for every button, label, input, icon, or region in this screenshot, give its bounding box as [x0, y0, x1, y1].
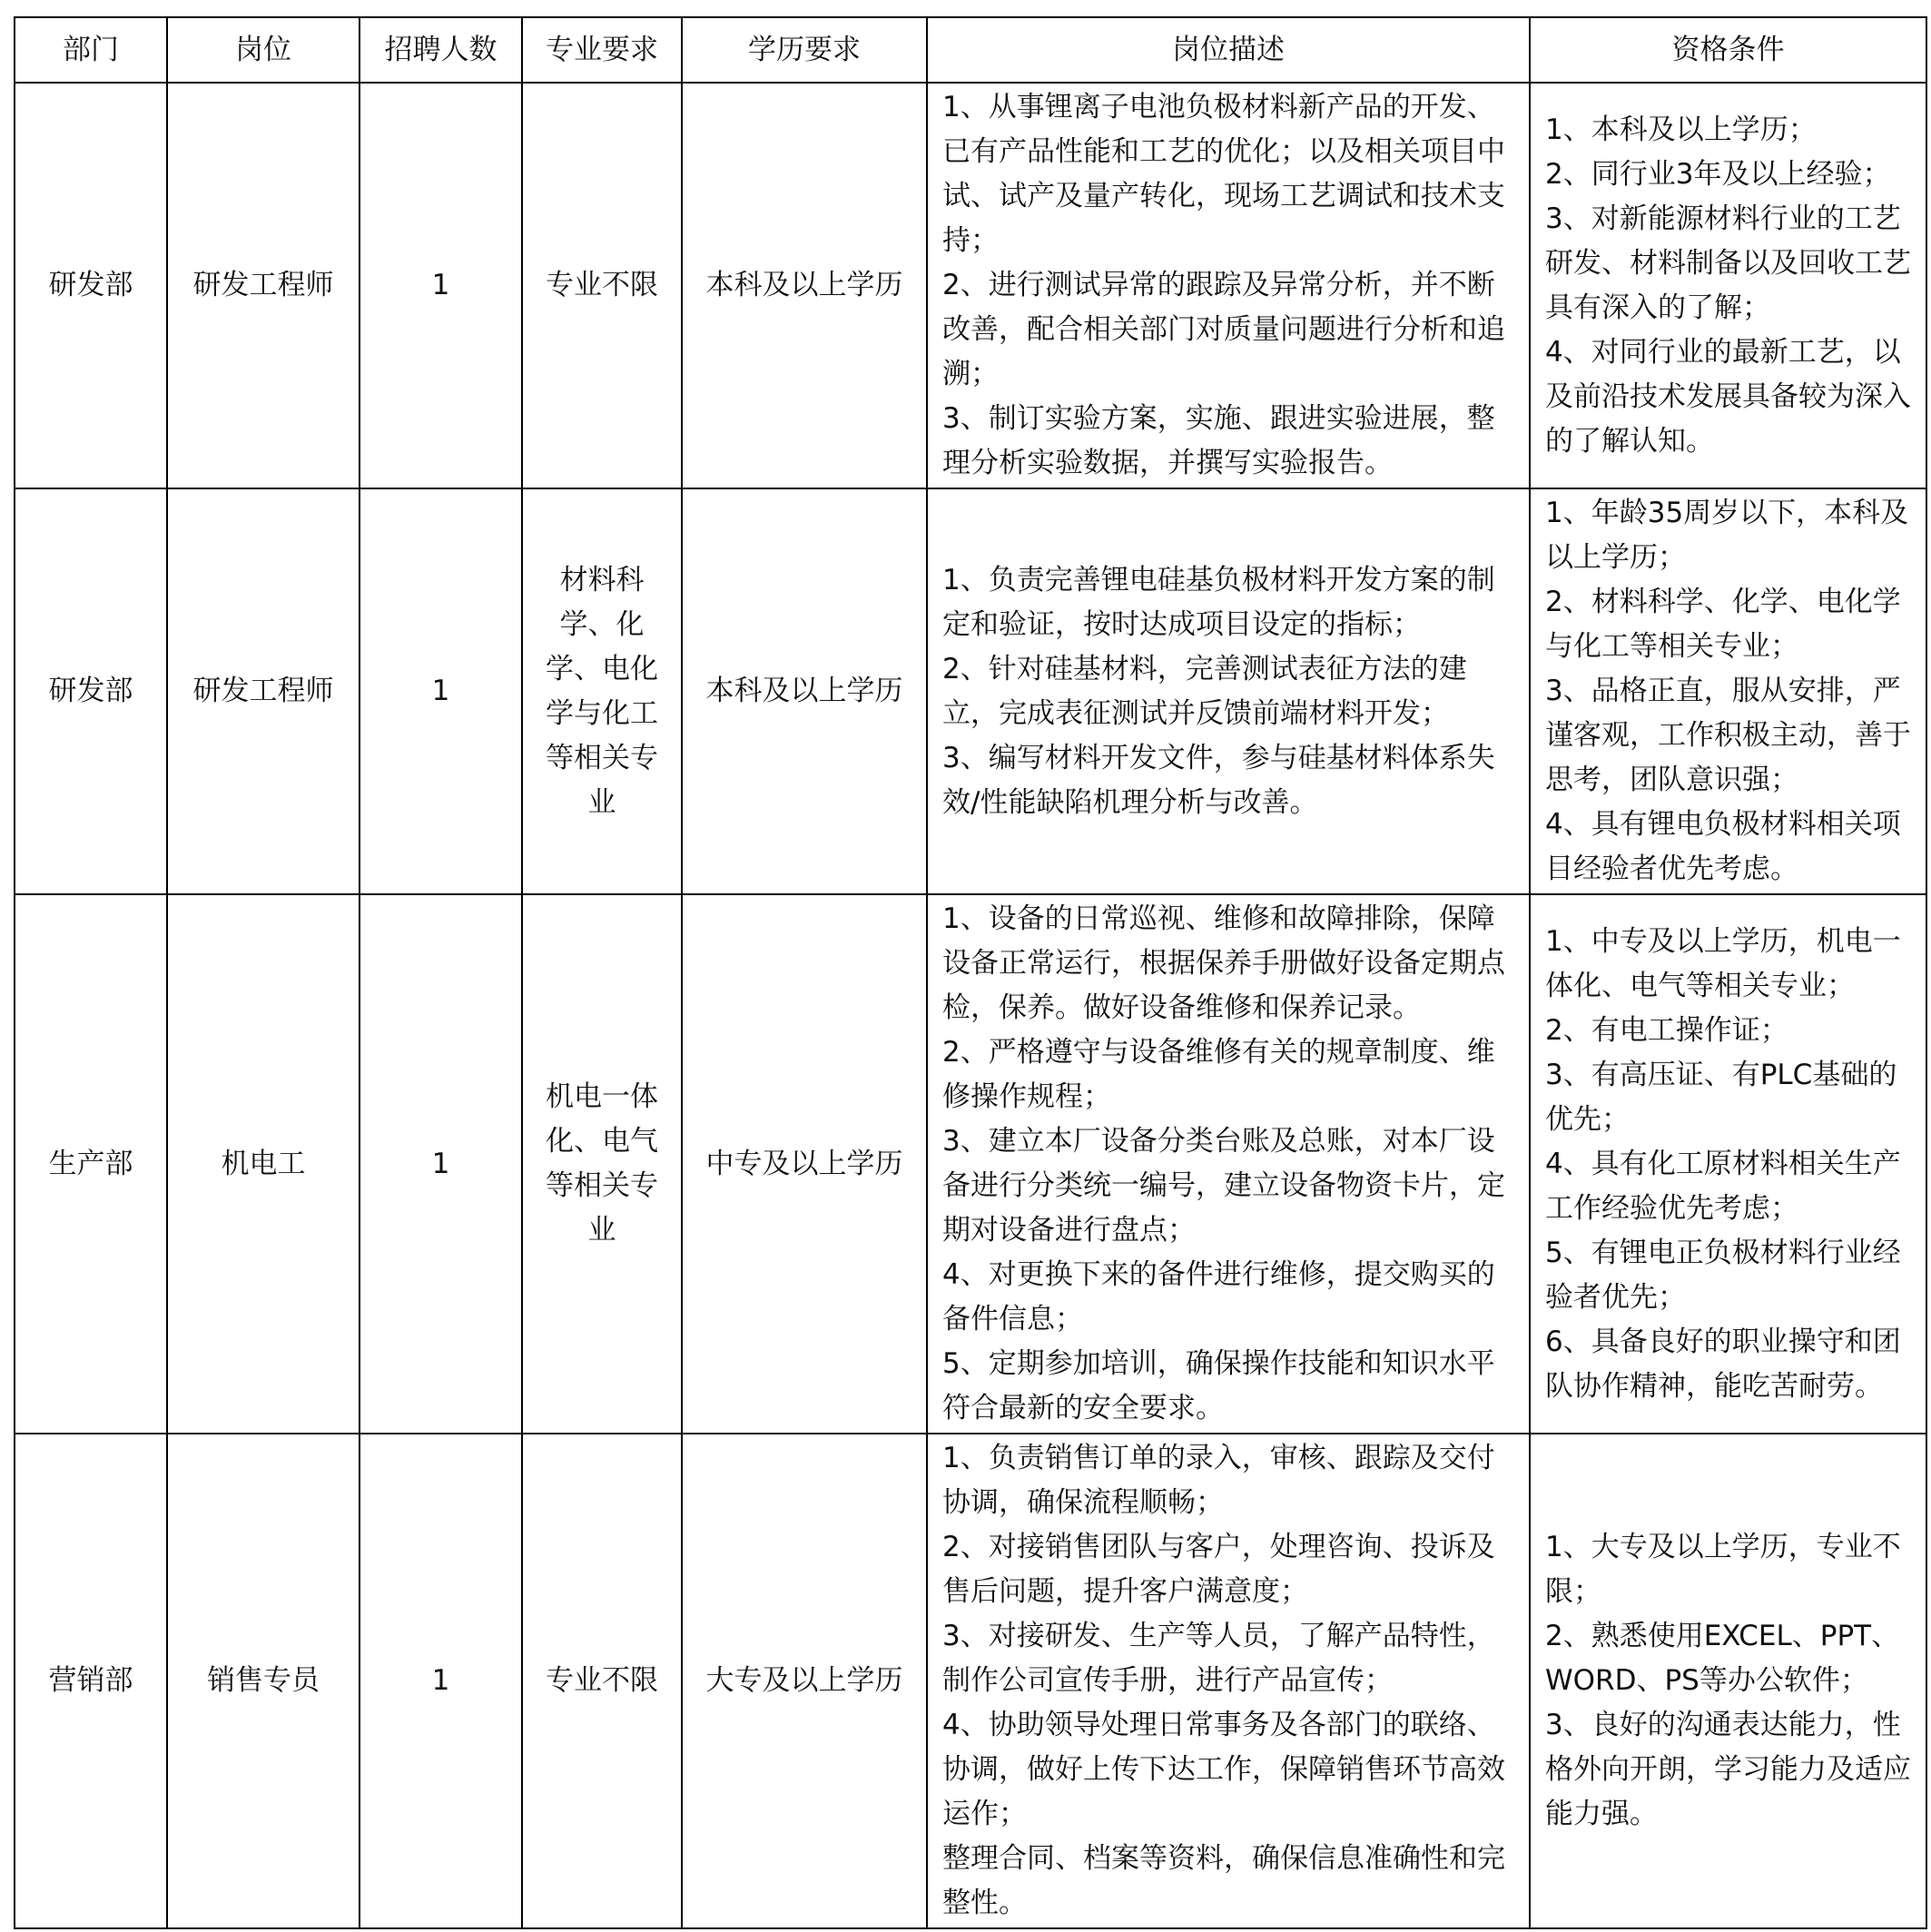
qualification-line: 3、有高压证、有PLC基础的优先； [1545, 1058, 1897, 1136]
major-text: 材料科学、化学、电化学与化工等相关专业 [546, 563, 658, 819]
description-cell [927, 488, 1530, 894]
description-line: 整理合同、档案等资料，确保信息准确性和完整性。 [942, 1842, 1505, 1919]
education-cell [682, 488, 927, 894]
description-line: 3、制订实验方案，实施、跟进实验进展，整理分析实验数据，并撰写实验报告。 [942, 402, 1495, 479]
qualifications-list [1531, 106, 1926, 466]
major-cell [522, 83, 682, 488]
qualification-line: 3、品格正直，服从安排，严谨客观，工作积极主动，善于思考，团队意识强； [1545, 675, 1911, 796]
qualification-line: 2、熟悉使用EXCEL、PPT、WORD、PS等办公软件； [1545, 1620, 1900, 1697]
description-line: 2、对接销售团队与客户，处理咨询、投诉及售后问题，提升客户满意度； [942, 1531, 1495, 1608]
headcount-text: 1 [431, 675, 450, 707]
major-cell [522, 488, 682, 894]
qualification-line: 4、具有化工原材料相关生产工作经验优先考虑； [1545, 1147, 1901, 1225]
position-cell [167, 488, 360, 894]
major-cell [522, 894, 682, 1434]
header-qualifications: 资格条件 [1530, 17, 1926, 83]
table-row [15, 83, 1926, 488]
education-text: 本科及以上学历 [705, 269, 903, 301]
description-line: 4、对更换下来的备件进行维修，提交购买的备件信息； [942, 1258, 1495, 1336]
department-text: 营销部 [48, 1664, 133, 1697]
description-line: 1、从事锂离子电池负极材料新产品的开发、已有产品性能和工艺的优化；以及相关项目中试、试产及量产转化，现场工艺调试和技术支持； [942, 91, 1505, 257]
description-list [928, 557, 1529, 827]
education-cell [682, 1434, 927, 1928]
description-line: 5、定期参加培训，确保操作技能和知识水平符合最新的安全要求。 [942, 1347, 1495, 1424]
headcount-cell [360, 894, 522, 1434]
department-cell [15, 488, 167, 894]
recruitment-table [14, 16, 1927, 1929]
position-cell [167, 894, 360, 1434]
qualification-line: 2、材料科学、化学、电化学与化工等相关专业； [1545, 586, 1901, 663]
headcount-text: 1 [431, 1664, 450, 1697]
description-line: 2、针对硅基材料，完善测试表征方法的建立，完成表征测试并反馈前端材料开发； [942, 652, 1467, 730]
position-text: 研发工程师 [192, 675, 334, 707]
qualification-line: 6、具备良好的职业操守和团队协作精神，能吃苦耐劳。 [1545, 1325, 1901, 1403]
education-cell [682, 83, 927, 488]
department-text: 研发部 [48, 675, 133, 707]
department-cell [15, 894, 167, 1434]
headcount-cell [360, 83, 522, 488]
description-line: 3、编写材料开发文件，参与硅基材料体系失效/性能缺陷机理分析与改善。 [942, 741, 1495, 819]
description-line: 1、设备的日常巡视、维修和故障排除，保障设备正常运行，根据保养手册做好设备定期点检，保养。做好设备维修和保养记录。 [942, 902, 1505, 1024]
qualification-line: 3、对新能源材料行业的工艺研发、材料制备以及回收工艺具有深入的了解； [1545, 202, 1911, 324]
headcount-text: 1 [431, 1147, 450, 1180]
table-row [15, 894, 1926, 1434]
education-text: 大专及以上学历 [705, 1664, 903, 1697]
department-cell [15, 1434, 167, 1928]
qualifications-cell [1530, 894, 1926, 1434]
education-text: 中专及以上学历 [705, 1147, 903, 1180]
table-row [15, 488, 1926, 894]
department-text: 生产部 [48, 1147, 133, 1180]
headcount-text: 1 [431, 269, 450, 301]
department-cell [15, 83, 167, 488]
qualification-line: 1、中专及以上学历，机电一体化、电气等相关专业； [1545, 924, 1901, 1002]
description-list [928, 84, 1529, 488]
qualification-line: 2、有电工操作证； [1545, 1013, 1788, 1047]
major-text: 机电一体化、电气等相关专业 [546, 1080, 658, 1247]
description-line: 3、建立本厂设备分类台账及总账，对本厂设备进行分类统一编号，建立设备物资卡片，定期对设备进行盘点； [942, 1125, 1505, 1247]
header-department: 部门 [15, 17, 167, 83]
department-text: 研发部 [48, 269, 133, 301]
description-cell [927, 83, 1530, 488]
table-row [15, 1434, 1926, 1928]
header-education: 学历要求 [682, 17, 927, 83]
header-description: 岗位描述 [927, 17, 1530, 83]
header-position: 岗位 [167, 17, 360, 83]
description-line: 1、负责销售订单的录入，审核、跟踪及交付协调，确保流程顺畅； [942, 1442, 1495, 1519]
education-text: 本科及以上学历 [705, 675, 903, 707]
position-cell [167, 1434, 360, 1928]
description-line: 1、负责完善锂电硅基负极材料开发方案的制定和验证，按时达成项目设定的指标； [942, 563, 1495, 641]
description-line: 4、协助领导处理日常事务及各部门的联络、协调，做好上传下达工作，保障销售环节高效运作； [942, 1709, 1505, 1830]
qualifications-cell [1530, 83, 1926, 488]
description-list [928, 1434, 1529, 1927]
header-row [15, 17, 1926, 83]
qualification-line: 1、本科及以上学历； [1545, 113, 1817, 146]
qualification-line: 1、年龄35周岁以下，本科及以上学历； [1545, 497, 1909, 574]
major-cell [522, 1434, 682, 1928]
qualification-line: 3、良好的沟通表达能力，性格外向开朗，学习能力及适应能力强。 [1545, 1709, 1911, 1830]
major-text: 专业不限 [546, 1664, 658, 1697]
qualifications-list [1531, 918, 1926, 1411]
qualifications-list [1531, 489, 1926, 893]
qualification-line: 5、有锂电正负极材料行业经验者优先； [1545, 1236, 1901, 1314]
education-cell [682, 894, 927, 1434]
description-line: 2、严格遵守与设备维修有关的规章制度、维修操作规程； [942, 1036, 1495, 1113]
major-text: 专业不限 [546, 269, 658, 301]
description-line: 2、进行测试异常的跟踪及异常分析，并不断改善，配合相关部门对质量问题进行分析和追溯； [942, 269, 1505, 390]
description-cell [927, 894, 1530, 1434]
headcount-cell [360, 488, 522, 894]
headcount-cell [360, 1434, 522, 1928]
qualification-line: 4、具有锂电负极材料相关项目经验者优先考虑。 [1545, 808, 1901, 885]
description-cell [927, 1434, 1530, 1928]
position-text: 机电工 [221, 1147, 306, 1180]
qualification-line: 4、对同行业的最新工艺，以及前沿技术发展具备较为深入的了解认知。 [1545, 335, 1911, 458]
position-text: 销售专员 [207, 1664, 320, 1697]
description-line: 3、对接研发、生产等人员，了解产品特性，制作公司宣传手册，进行产品宣传； [942, 1620, 1495, 1697]
position-cell [167, 83, 360, 488]
qualification-line: 2、同行业3年及以上经验； [1545, 157, 1891, 191]
qualifications-list [1531, 1523, 1926, 1838]
header-headcount: 招聘人数 [360, 17, 522, 83]
position-text: 研发工程师 [192, 269, 334, 301]
qualifications-cell [1530, 488, 1926, 894]
qualifications-cell [1530, 1434, 1926, 1928]
qualification-line: 1、大专及以上学历，专业不限； [1545, 1531, 1901, 1608]
description-list [928, 895, 1529, 1433]
header-major: 专业要求 [522, 17, 682, 83]
